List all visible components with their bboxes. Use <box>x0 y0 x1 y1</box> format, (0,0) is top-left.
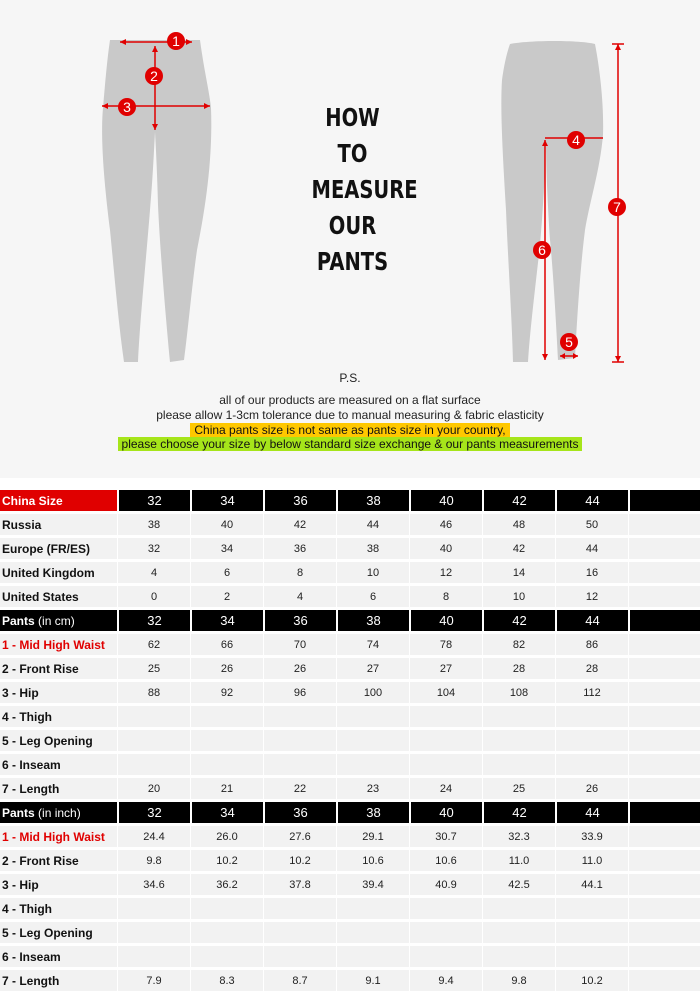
table-header-row <box>0 490 700 514</box>
value-cell: 40 <box>190 514 263 538</box>
value-cell: 29.1 <box>336 826 409 850</box>
empty-cell <box>628 538 700 562</box>
header-size-cell: 44 <box>555 802 628 826</box>
value-cell <box>482 754 555 778</box>
header-size-cell: 44 <box>555 490 628 514</box>
value-cell: 66 <box>190 634 263 658</box>
value-cell: 9.4 <box>409 970 482 994</box>
value-cell: 11.0 <box>555 850 628 874</box>
value-cell: 44 <box>336 514 409 538</box>
value-cell <box>409 946 482 970</box>
value-cell <box>409 754 482 778</box>
header-size-cell: 40 <box>409 490 482 514</box>
value-cell <box>263 730 336 754</box>
value-cell <box>190 922 263 946</box>
header-size-cell: 32 <box>117 610 190 634</box>
value-cell: 10 <box>336 562 409 586</box>
empty-cell <box>628 778 700 802</box>
value-cell <box>336 922 409 946</box>
value-cell: 46 <box>409 514 482 538</box>
value-cell <box>117 946 190 970</box>
value-cell: 70 <box>263 634 336 658</box>
header-label <box>0 490 117 514</box>
empty-cell <box>628 634 700 658</box>
value-cell <box>117 898 190 922</box>
value-cell: 4 <box>263 586 336 610</box>
value-cell <box>409 730 482 754</box>
value-cell <box>117 754 190 778</box>
row-label: 6 - Inseam <box>0 946 117 970</box>
value-cell: 27 <box>409 658 482 682</box>
empty-cell <box>628 682 700 706</box>
header-size-cell: 36 <box>263 802 336 826</box>
value-cell: 16 <box>555 562 628 586</box>
value-cell: 62 <box>117 634 190 658</box>
empty-cell <box>628 970 700 994</box>
value-cell <box>409 922 482 946</box>
value-cell <box>555 946 628 970</box>
marker-6-label: 6 <box>538 242 546 258</box>
value-cell: 10.2 <box>555 970 628 994</box>
value-cell: 38 <box>117 514 190 538</box>
row-label: 7 - Length <box>0 970 117 994</box>
header-size-cell: 36 <box>263 610 336 634</box>
value-cell: 32.3 <box>482 826 555 850</box>
value-cell: 30.7 <box>409 826 482 850</box>
empty-cell <box>628 562 700 586</box>
header-size-cell: 40 <box>409 610 482 634</box>
value-cell: 4 <box>117 562 190 586</box>
table-row <box>0 778 700 802</box>
value-cell: 10.6 <box>336 850 409 874</box>
value-cell: 24 <box>409 778 482 802</box>
value-cell <box>190 730 263 754</box>
value-cell: 14 <box>482 562 555 586</box>
value-cell: 11.0 <box>482 850 555 874</box>
table-row <box>0 682 700 706</box>
table-row <box>0 658 700 682</box>
table-row <box>0 970 700 994</box>
value-cell: 40 <box>409 538 482 562</box>
value-cell <box>336 898 409 922</box>
header-label-text: Pants <box>2 613 35 628</box>
marker-7-label: 7 <box>613 199 621 215</box>
row-label: 1 - Mid High Waist <box>0 826 117 850</box>
table-row <box>0 514 700 538</box>
marker-3 <box>118 98 136 116</box>
table-row <box>0 754 700 778</box>
value-cell: 38 <box>336 538 409 562</box>
row-label: 5 - Leg Opening <box>0 730 117 754</box>
header-unit: (in inch) <box>38 805 81 820</box>
table-header-row <box>0 610 700 634</box>
guide-title-line: OUR <box>328 211 377 240</box>
value-cell: 108 <box>482 682 555 706</box>
table-header-row <box>0 802 700 826</box>
header-empty-cell <box>628 610 700 634</box>
value-cell <box>409 706 482 730</box>
value-cell <box>482 730 555 754</box>
value-cell: 21 <box>190 778 263 802</box>
value-cell: 96 <box>263 682 336 706</box>
value-cell <box>263 754 336 778</box>
header-size-cell: 42 <box>482 490 555 514</box>
size-chart-table <box>0 490 700 994</box>
empty-cell <box>628 658 700 682</box>
empty-cell <box>628 850 700 874</box>
table-row <box>0 946 700 970</box>
row-label: 4 - Thigh <box>0 706 117 730</box>
row-label: 3 - Hip <box>0 874 117 898</box>
value-cell: 100 <box>336 682 409 706</box>
table-row <box>0 730 700 754</box>
table-row <box>0 874 700 898</box>
value-cell <box>482 898 555 922</box>
empty-cell <box>628 730 700 754</box>
header-label-text: China Size <box>2 493 63 508</box>
value-cell: 34 <box>190 538 263 562</box>
value-cell: 78 <box>409 634 482 658</box>
value-cell <box>117 730 190 754</box>
marker-1 <box>167 32 185 50</box>
value-cell <box>263 898 336 922</box>
value-cell <box>336 706 409 730</box>
header-size-cell: 42 <box>482 802 555 826</box>
value-cell: 36.2 <box>190 874 263 898</box>
header-empty-cell <box>628 490 700 514</box>
empty-cell <box>628 514 700 538</box>
value-cell <box>482 922 555 946</box>
value-cell: 50 <box>555 514 628 538</box>
empty-cell <box>628 946 700 970</box>
header-size-cell: 44 <box>555 610 628 634</box>
value-cell <box>555 730 628 754</box>
value-cell: 6 <box>190 562 263 586</box>
value-cell: 37.8 <box>263 874 336 898</box>
value-cell <box>190 946 263 970</box>
row-label: 6 - Inseam <box>0 754 117 778</box>
value-cell: 12 <box>555 586 628 610</box>
row-label: 5 - Leg Opening <box>0 922 117 946</box>
guide-title <box>311 100 418 280</box>
header-label-text: Pants <box>2 805 35 820</box>
header-size-cell: 36 <box>263 490 336 514</box>
value-cell <box>117 706 190 730</box>
value-cell: 112 <box>555 682 628 706</box>
value-cell: 12 <box>409 562 482 586</box>
value-cell: 10.2 <box>190 850 263 874</box>
ps-note: P.S. <box>339 371 361 385</box>
value-cell <box>263 946 336 970</box>
value-cell: 44 <box>555 538 628 562</box>
header-label <box>0 802 117 826</box>
table-row <box>0 706 700 730</box>
table-row <box>0 586 700 610</box>
value-cell: 42.5 <box>482 874 555 898</box>
value-cell: 9.8 <box>482 970 555 994</box>
value-cell: 8.7 <box>263 970 336 994</box>
table-row <box>0 922 700 946</box>
empty-cell <box>628 754 700 778</box>
value-cell: 7.9 <box>117 970 190 994</box>
marker-1-label: 1 <box>172 33 180 49</box>
value-cell: 8.3 <box>190 970 263 994</box>
value-cell: 25 <box>482 778 555 802</box>
value-cell <box>555 922 628 946</box>
size-chart-body <box>0 490 700 994</box>
value-cell: 40.9 <box>409 874 482 898</box>
value-cell: 88 <box>117 682 190 706</box>
value-cell: 24.4 <box>117 826 190 850</box>
value-cell <box>190 754 263 778</box>
value-cell: 0 <box>117 586 190 610</box>
marker-7 <box>608 198 626 216</box>
value-cell: 9.8 <box>117 850 190 874</box>
empty-cell <box>628 874 700 898</box>
value-cell: 26.0 <box>190 826 263 850</box>
table-row <box>0 898 700 922</box>
header-size-cell: 38 <box>336 490 409 514</box>
row-label: 2 - Front Rise <box>0 658 117 682</box>
value-cell: 32 <box>117 538 190 562</box>
empty-cell <box>628 826 700 850</box>
value-cell: 26 <box>263 658 336 682</box>
value-cell: 48 <box>482 514 555 538</box>
value-cell: 33.9 <box>555 826 628 850</box>
side-pants-silhouette <box>501 41 603 362</box>
header-size-cell: 34 <box>190 802 263 826</box>
table-row <box>0 562 700 586</box>
value-cell <box>336 754 409 778</box>
value-cell: 8 <box>409 586 482 610</box>
header-unit: (in cm) <box>38 613 75 628</box>
guide-title-line: TO <box>337 139 368 168</box>
value-cell: 10.2 <box>263 850 336 874</box>
value-cell <box>555 898 628 922</box>
value-cell <box>190 706 263 730</box>
value-cell <box>409 898 482 922</box>
row-label: Europe (FR/ES) <box>0 538 117 562</box>
table-row <box>0 538 700 562</box>
guide-title-line: HOW <box>325 103 380 132</box>
marker-2 <box>145 67 163 85</box>
header-size-cell: 38 <box>336 802 409 826</box>
value-cell: 36 <box>263 538 336 562</box>
marker-5 <box>560 333 578 351</box>
front-pants-silhouette <box>102 40 211 362</box>
row-label: United Kingdom <box>0 562 117 586</box>
empty-cell <box>628 706 700 730</box>
header-size-cell: 42 <box>482 610 555 634</box>
value-cell: 39.4 <box>336 874 409 898</box>
value-cell: 2 <box>190 586 263 610</box>
highlight-size-warning-text: China pants size is not same as pants size in your country, <box>190 423 509 437</box>
value-cell <box>263 706 336 730</box>
value-cell <box>336 730 409 754</box>
marker-2-label: 2 <box>150 68 158 84</box>
row-label: 7 - Length <box>0 778 117 802</box>
highlight-size-advice <box>0 437 700 451</box>
note-tolerance: please allow 1-3cm tolerance due to manual measuring & fabric elasticity <box>156 408 544 422</box>
note-flat-surface: all of our products are measured on a flat surface <box>219 393 481 407</box>
value-cell: 10 <box>482 586 555 610</box>
marker-5-label: 5 <box>565 334 573 350</box>
header-empty-cell <box>628 802 700 826</box>
value-cell: 92 <box>190 682 263 706</box>
value-cell: 10.6 <box>409 850 482 874</box>
row-label: 3 - Hip <box>0 682 117 706</box>
value-cell: 26 <box>190 658 263 682</box>
value-cell <box>190 898 263 922</box>
header-size-cell: 32 <box>117 490 190 514</box>
header-label <box>0 610 117 634</box>
value-cell <box>263 922 336 946</box>
value-cell: 25 <box>117 658 190 682</box>
value-cell <box>482 706 555 730</box>
table-row <box>0 826 700 850</box>
header-size-cell: 38 <box>336 610 409 634</box>
value-cell: 42 <box>482 538 555 562</box>
value-cell: 104 <box>409 682 482 706</box>
value-cell: 23 <box>336 778 409 802</box>
table-row <box>0 634 700 658</box>
header-size-cell: 40 <box>409 802 482 826</box>
value-cell <box>482 946 555 970</box>
value-cell: 86 <box>555 634 628 658</box>
value-cell: 27 <box>336 658 409 682</box>
guide-title-line: MEASURE <box>311 175 418 204</box>
header-size-cell: 32 <box>117 802 190 826</box>
value-cell: 74 <box>336 634 409 658</box>
value-cell: 28 <box>482 658 555 682</box>
measurement-guide <box>0 0 700 478</box>
value-cell: 42 <box>263 514 336 538</box>
header-size-cell: 34 <box>190 490 263 514</box>
row-label: 2 - Front Rise <box>0 850 117 874</box>
guide-title-line: PANTS <box>316 247 389 276</box>
value-cell: 6 <box>336 586 409 610</box>
marker-4-label: 4 <box>572 132 580 148</box>
marker-3-label: 3 <box>123 99 131 115</box>
value-cell: 34.6 <box>117 874 190 898</box>
value-cell: 20 <box>117 778 190 802</box>
value-cell: 9.1 <box>336 970 409 994</box>
value-cell <box>555 754 628 778</box>
highlight-size-warning <box>0 423 700 437</box>
row-label: Russia <box>0 514 117 538</box>
row-label: 4 - Thigh <box>0 898 117 922</box>
marker-6 <box>533 241 551 259</box>
value-cell: 8 <box>263 562 336 586</box>
empty-cell <box>628 586 700 610</box>
value-cell: 22 <box>263 778 336 802</box>
row-label: 1 - Mid High Waist <box>0 634 117 658</box>
value-cell: 26 <box>555 778 628 802</box>
marker-4 <box>567 131 585 149</box>
value-cell: 82 <box>482 634 555 658</box>
table-row <box>0 850 700 874</box>
value-cell: 44.1 <box>555 874 628 898</box>
empty-cell <box>628 898 700 922</box>
row-label: United States <box>0 586 117 610</box>
value-cell: 28 <box>555 658 628 682</box>
highlight-size-advice-text: please choose your size by below standard size exchange & our pants measurements <box>118 437 583 451</box>
value-cell <box>555 706 628 730</box>
value-cell: 27.6 <box>263 826 336 850</box>
header-size-cell: 34 <box>190 610 263 634</box>
value-cell <box>117 922 190 946</box>
value-cell <box>336 946 409 970</box>
empty-cell <box>628 922 700 946</box>
